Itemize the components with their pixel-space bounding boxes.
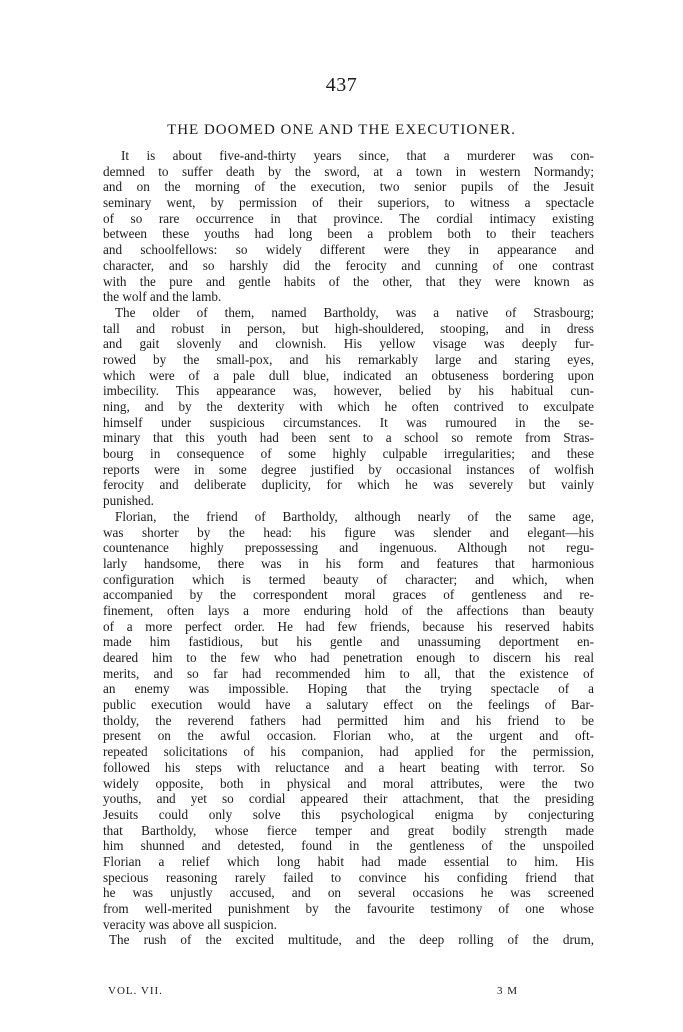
text-line: made him fastidious, but his gentle and unassuming deportment en-: [103, 634, 594, 650]
text-line: tall and robust in person, but high-shouldered, stooping, and in dress: [103, 320, 594, 336]
text-line: with the pure and gentle habits of the other, that they were known as: [103, 273, 594, 289]
text-line: tholdy, the reverend fathers had permitted him and his friend to be: [103, 712, 594, 728]
text-line: of a more perfect order. He had few friends, because his reserved habits: [103, 618, 594, 634]
text-line: accompanied by the correspondent moral graces of gentleness and re-: [103, 587, 594, 603]
text-line: rowed by the small-pox, and his remarkably large and staring eyes,: [103, 351, 594, 367]
text-line: punished.: [103, 493, 154, 509]
text-line: specious reasoning rarely failed to convince his confiding friend that: [103, 869, 594, 885]
text-line: seminary went, by permission of their superiors, to witness a spectacle: [103, 195, 594, 211]
text-line: ferocity and deliberate duplicity, for which he was severely but vainly: [103, 477, 594, 493]
text-line: character, and so harshly did the ferocity and cunning of one contrast: [103, 257, 594, 273]
body-text: [103, 148, 594, 948]
text-line: public execution would have a salutary effect on the feelings of Bar-: [103, 697, 594, 713]
text-line: Jesuits could only solve this psychological enigma by conjecturing: [103, 806, 594, 822]
text-line: It is about five-and-thirty years since, that a murderer was con-: [121, 148, 594, 163]
text-line: minary that this youth had been sent to a school so remote from Stras-: [103, 430, 594, 446]
text-line: repeated solicitations of his companion, had applied for the permission,: [103, 744, 594, 760]
text-line: he was unjustly accused, and on several occasions he was screened: [103, 885, 594, 901]
text-line: and on the morning of the execution, two senior pupils of the Jesuit: [103, 179, 594, 195]
text-line: from well-merited punishment by the favourite testimony of one whose: [103, 901, 594, 916]
text-line: The older of them, named Bartholdy, was a native of Strasbourg;: [115, 304, 594, 320]
text-line: which were of a pale dull blue, indicated an obtuseness bordering upon: [103, 367, 594, 383]
text-line: merits, and so far had recommended him to all, that the existence of: [103, 665, 594, 681]
text-line: larly handsome, there was in his form and features that harmonious: [103, 555, 594, 571]
text-line: and gait slovenly and clownish. His yellow visage was deeply fur-: [103, 336, 594, 352]
text-line: himself under suspicious circumstances. It was rumoured in the se-: [103, 414, 594, 430]
chapter-title: THE DOOMED ONE AND THE EXECUTIONER.: [167, 122, 516, 138]
text-line: Florian, the friend of Bartholdy, although nearly of the same age,: [115, 508, 594, 524]
text-line: of so rare occurrence in that province. The cordial intimacy existing: [103, 210, 594, 226]
text-line: that Bartholdy, whose fierce temper and great bodily strength made: [103, 822, 594, 838]
text-line: bourg in consequence of some highly culpable irregularities; and these: [103, 446, 594, 462]
text-line: an enemy was impossible. Hoping that the trying spectacle of a: [103, 681, 594, 697]
signature-mark: 3 M: [496, 985, 518, 997]
text-line: the wolf and the lamb.: [103, 289, 222, 305]
text-line: between these youths had long been a problem both to their teachers: [103, 226, 594, 242]
text-line: followed his steps with reluctance and a heart beating with terror. So: [103, 759, 594, 775]
text-line: was shorter by the head: his figure was slender and elegant—his: [103, 524, 594, 540]
text-line: widely opposite, both in physical and moral attributes, were the two: [103, 775, 594, 791]
text-line: finement, often lays a more enduring hold of the affections than beauty: [103, 602, 594, 618]
text-line: present on the awful occasion. Florian who, at the urgent and oft-: [103, 728, 594, 744]
text-line: configuration which is termed beauty of character; and which, when: [103, 571, 594, 587]
volume-label: VOL. VII.: [108, 985, 163, 997]
text-line: ning, and by the dexterity with which he often contrived to exculpate: [103, 399, 594, 414]
text-line: reports were in some degree justified by occasional instances of wolfish: [103, 461, 594, 477]
text-line: and schoolfellows: so widely different were they in appearance and: [103, 242, 594, 258]
text-line: Florian a relief which long habit had made essential to him. His: [103, 853, 594, 869]
text-line: demned to suffer death by the sword, at a town in western Normandy;: [103, 163, 594, 179]
text-line: deared him to the few who had penetration enough to discern his real: [103, 650, 594, 665]
text-line: veracity was above all suspicion.: [103, 916, 277, 932]
page-footer: [108, 985, 518, 997]
text-line: him shunned and detested, found in the gentleness of the unspoiled: [103, 838, 594, 854]
page-number: 437: [325, 74, 358, 96]
text-line: imbecility. This appearance was, however, belied by his habitual cun-: [103, 383, 594, 399]
text-line: countenance highly prepossessing and ingenuous. Although not regu-: [103, 540, 594, 556]
text-line: youths, and yet so cordial appeared their attachment, that the presiding: [103, 791, 594, 807]
text-line: The rush of the excited multitude, and the deep rolling of the drum,: [109, 932, 594, 948]
